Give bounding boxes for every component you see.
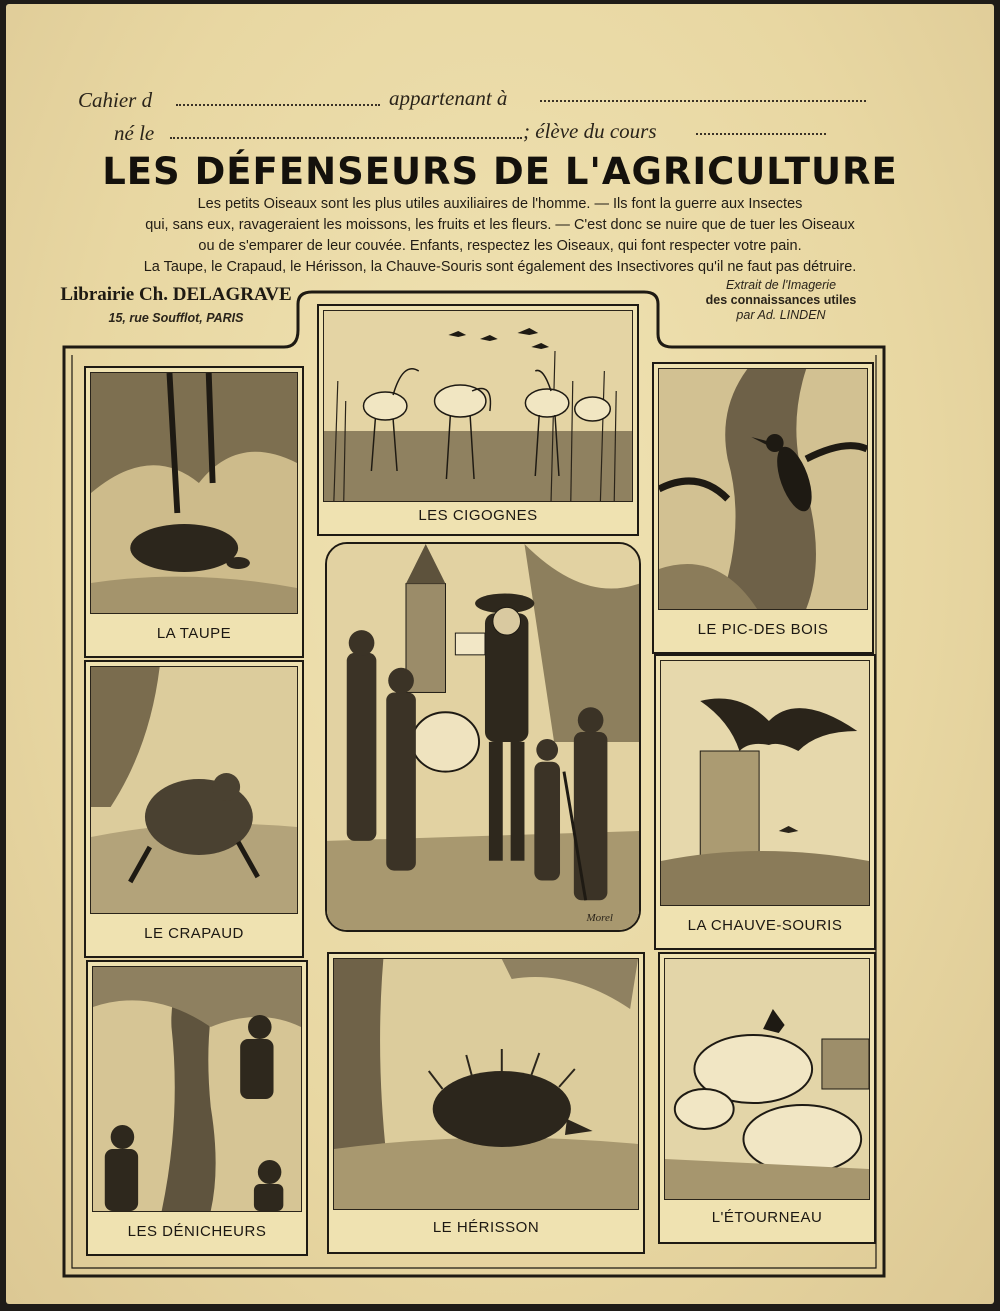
extract-line: des connaissances utiles [705, 293, 857, 307]
bat-illustration [660, 660, 870, 906]
caption-chauve-souris: LA CHAUVE-SOURIS [687, 917, 843, 934]
cahier-label: Cahier d [78, 88, 153, 112]
caption-herisson: LE HÉRISSON [432, 1219, 540, 1236]
page-title: LES DÉFENSEURS DE L'AGRICULTURE [102, 150, 898, 193]
publisher-address: 15, rue Soufflot, PARIS [108, 311, 244, 325]
notebook-cover [6, 4, 994, 1304]
panel-cigognes [317, 304, 639, 536]
intro-line: qui, sans eux, ravageraient les moissons, les fruits et les fleurs. — C'est donc se nuire que de tuer les Oiseaux [145, 217, 855, 233]
toad-illustration [90, 666, 298, 914]
caption-denicheurs: LES DÉNICHEURS [127, 1223, 267, 1240]
woodpecker-illustration [658, 368, 868, 610]
storks-illustration [323, 310, 633, 502]
eleve-label: ; élève du cours [523, 119, 657, 143]
intro-line: Les petits Oiseaux sont les plus utiles auxiliaires de l'homme. — Ils font la guerre aux Insectes [197, 196, 803, 212]
nest-robbers-illustration [92, 966, 302, 1212]
publisher-name: Librairie Ch. DELAGRAVE [60, 284, 292, 305]
panel-herisson [327, 952, 645, 1254]
caption-etourneau: L'ÉTOURNEAU [711, 1209, 823, 1226]
panel-pic [652, 362, 874, 654]
ne-le-label: né le [114, 121, 155, 145]
panel-chauve-souris [654, 654, 876, 950]
extract-line: Extrait de l'Imagerie [725, 278, 837, 292]
appartenant-label: appartenant à [389, 86, 508, 110]
hedgehog-illustration [333, 958, 639, 1210]
panel-etourneau [658, 952, 876, 1244]
panel-taupe [84, 366, 304, 658]
mole-illustration [90, 372, 298, 614]
intro-line: La Taupe, le Crapaud, le Hérisson, la Chauve-Souris sont également des Insectivores qu'il ne faut pas détruire. [143, 259, 857, 275]
panel-denicheurs [86, 960, 308, 1256]
caption-pic: LE PIC-DES BOIS [697, 621, 829, 638]
starling-illustration [664, 958, 870, 1200]
center-illustration [325, 542, 641, 932]
caption-taupe: LA TAUPE [156, 625, 232, 642]
panel-crapaud [84, 660, 304, 958]
extract-line: par Ad. LINDEN [736, 308, 826, 322]
caption-cigognes: LES CIGOGNES [418, 507, 538, 524]
caption-crapaud: LE CRAPAUD [144, 925, 244, 942]
intro-line: ou de s'emparer de leur couvée. Enfants, respectez les Oiseaux, qui font respecter votre pain. [198, 238, 802, 254]
engraver-signature: Morel [586, 912, 613, 924]
